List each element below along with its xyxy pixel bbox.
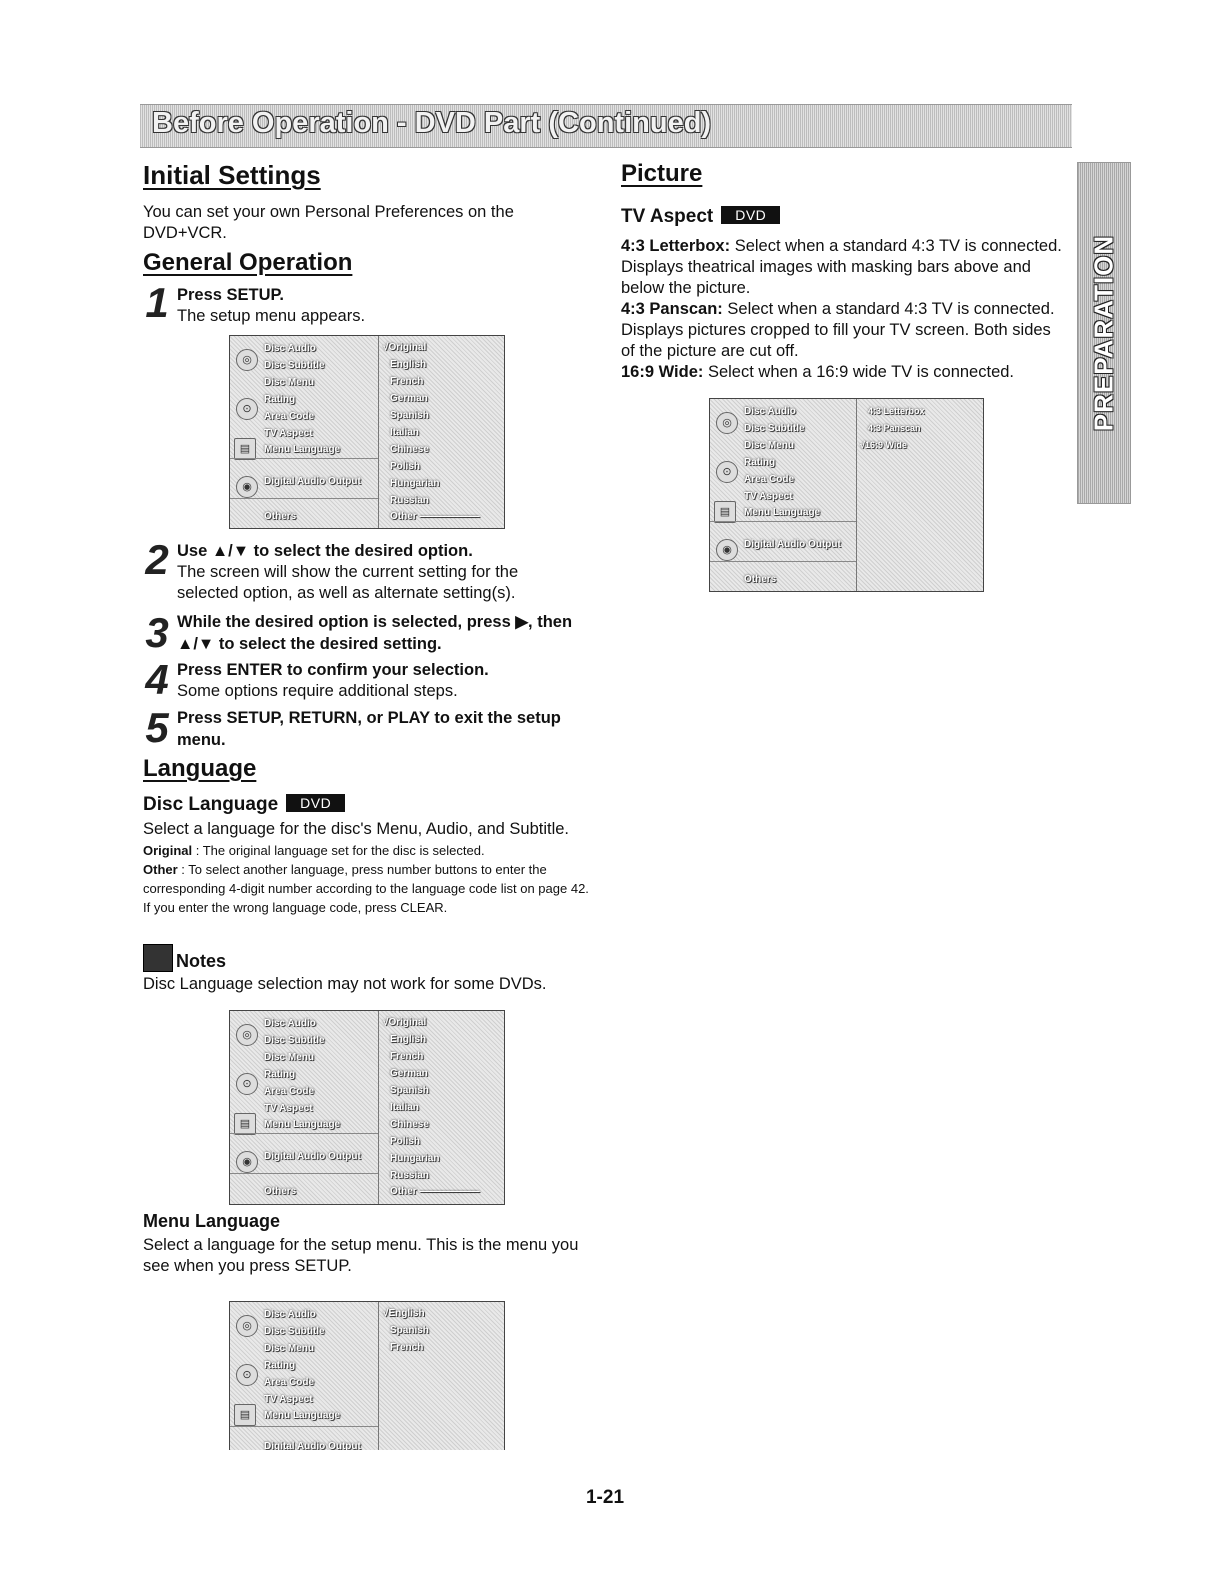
menu-item: TV Aspect bbox=[264, 428, 313, 439]
lock-icon: ⊙ bbox=[716, 461, 738, 483]
step-4-title: Press ENTER to confirm your selection. bbox=[177, 661, 489, 679]
side-tab bbox=[1077, 162, 1131, 504]
menu-option: French bbox=[390, 1342, 424, 1353]
step-5 bbox=[177, 707, 567, 751]
menu-option: Hungarian bbox=[390, 478, 440, 489]
step-4-number: 4 bbox=[145, 656, 169, 703]
step-3-number: 3 bbox=[145, 609, 169, 656]
menu-icon: ▤ bbox=[234, 1404, 256, 1426]
menu-item: Area Code bbox=[264, 411, 315, 422]
disc-icon: ◎ bbox=[236, 1315, 258, 1337]
menu-item: Disc Menu bbox=[264, 1343, 315, 1354]
menu-item: Rating bbox=[744, 457, 776, 468]
menu-option: Russian bbox=[390, 1170, 429, 1181]
menu-option: Polish bbox=[390, 461, 421, 472]
menu-option: French bbox=[390, 1051, 424, 1062]
menu-divider bbox=[230, 1173, 378, 1174]
step-2-number: 2 bbox=[145, 536, 169, 583]
page-banner bbox=[140, 104, 1072, 148]
menu-option: 4:3 Letterbox bbox=[868, 406, 925, 416]
menu-option: German bbox=[390, 393, 428, 404]
step-5-number: 5 bbox=[145, 704, 169, 751]
menu-item: Area Code bbox=[264, 1086, 315, 1097]
original-label: Original bbox=[143, 843, 193, 858]
original-note bbox=[143, 841, 595, 860]
menu-option: Spanish bbox=[390, 1325, 429, 1336]
letterbox-desc bbox=[621, 236, 1069, 299]
other-label: Other bbox=[143, 862, 178, 877]
notes-text: Disc Language selection may not work for some DVDs. bbox=[143, 975, 547, 993]
menu-item: Others bbox=[264, 511, 297, 522]
menu-item: Disc Audio bbox=[264, 343, 316, 354]
menu-option: German bbox=[390, 1068, 428, 1079]
menu-divider bbox=[230, 1133, 378, 1134]
menu-divider bbox=[230, 1426, 378, 1427]
menu-option: Spanish bbox=[390, 1085, 429, 1096]
menu-item: Others bbox=[744, 574, 777, 585]
menu-item: Digital Audio Output bbox=[264, 1441, 361, 1450]
tv-aspect-title: TV Aspect bbox=[621, 206, 714, 227]
menu-option: √English bbox=[383, 1308, 425, 1319]
menu-option: Spanish bbox=[390, 410, 429, 421]
disc-language-desc: Select a language for the disc's Menu, Audio, and Subtitle. bbox=[143, 820, 570, 838]
menu-icon: ▤ bbox=[234, 1113, 256, 1135]
banner-title: Before Operation - DVD Part (Continued) bbox=[152, 107, 712, 139]
menu-option: Polish bbox=[390, 1136, 421, 1147]
menu-option: Russian bbox=[390, 495, 429, 506]
menu-option: Hungarian bbox=[390, 1153, 440, 1164]
menu-item: Disc Subtitle bbox=[264, 360, 325, 371]
menu-item: Area Code bbox=[744, 474, 795, 485]
menu-item: Disc Audio bbox=[264, 1309, 316, 1320]
menu-item: Rating bbox=[264, 394, 296, 405]
menu-option: Italian bbox=[390, 1102, 419, 1113]
menu-item: Digital Audio Output bbox=[744, 539, 841, 550]
step-1-number: 1 bbox=[145, 279, 169, 326]
tv-aspect-desc bbox=[621, 236, 1069, 383]
menu-option: √Original bbox=[383, 1017, 427, 1028]
dvd-badge: DVD bbox=[721, 206, 780, 224]
speaker-icon: ◉ bbox=[716, 539, 738, 561]
notes-icon bbox=[143, 944, 173, 972]
menu-option: Chinese bbox=[390, 444, 429, 455]
initial-settings-title: Initial Settings bbox=[143, 160, 321, 190]
menu-option: Italian bbox=[390, 427, 419, 438]
step-2 bbox=[177, 540, 582, 604]
menu-item: TV Aspect bbox=[264, 1103, 313, 1114]
menu-item: Rating bbox=[264, 1360, 296, 1371]
menu-option: Other —————— bbox=[390, 1186, 480, 1197]
lock-icon: ⊙ bbox=[236, 1364, 258, 1386]
general-operation-title: General Operation bbox=[143, 249, 353, 276]
menu-item: Disc Menu bbox=[264, 377, 315, 388]
picture-title: Picture bbox=[621, 160, 703, 187]
step-1 bbox=[177, 284, 577, 327]
setup-menu-screenshot-3 bbox=[229, 1301, 505, 1450]
menu-item: Digital Audio Output bbox=[264, 1151, 361, 1162]
menu-icon: ▤ bbox=[234, 438, 256, 460]
menu-icon: ▤ bbox=[714, 501, 736, 523]
menu-item: Menu Language bbox=[264, 444, 341, 455]
disc-language-heading bbox=[143, 794, 345, 816]
menu-item: Disc Audio bbox=[264, 1018, 316, 1029]
step-2-body: The screen will show the current setting for the selected option, as well as alternate setting(s). bbox=[177, 563, 519, 602]
menu-language-title: Menu Language bbox=[143, 1211, 281, 1231]
disc-icon: ◎ bbox=[716, 412, 738, 434]
setup-menu-screenshot-1 bbox=[229, 335, 505, 529]
menu-item: Disc Menu bbox=[264, 1052, 315, 1063]
step-1-body: The setup menu appears. bbox=[177, 307, 366, 325]
menu-item: Rating bbox=[264, 1069, 296, 1080]
menu-option: English bbox=[390, 359, 427, 370]
menu-option: Other —————— bbox=[390, 511, 480, 522]
menu-option: √16:9 Wide bbox=[860, 440, 907, 450]
speaker-icon: ◉ bbox=[236, 476, 258, 498]
wide-desc bbox=[621, 362, 1069, 383]
lock-icon: ⊙ bbox=[236, 398, 258, 420]
step-1-title: Press SETUP. bbox=[177, 286, 285, 304]
step-4-body: Some options require additional steps. bbox=[177, 682, 458, 700]
menu-item: Menu Language bbox=[264, 1410, 341, 1421]
wide-text: Select when a 16:9 wide TV is connected. bbox=[703, 363, 1015, 381]
other-note bbox=[143, 860, 595, 917]
menu-item: Menu Language bbox=[264, 1119, 341, 1130]
disc-language-title: Disc Language bbox=[143, 794, 279, 815]
panscan-desc bbox=[621, 299, 1069, 362]
menu-item: Disc Menu bbox=[744, 440, 795, 451]
panscan-text: Select when a standard 4:3 TV is connected. Displays pictures cropped to fill your TV screen. Both sides of the picture are cut off. bbox=[621, 300, 1055, 360]
step-3-title: While the desired option is selected, press ▶, then ▲/▼ to select the desired setting. bbox=[177, 613, 573, 653]
menu-item: Menu Language bbox=[744, 507, 821, 518]
notes-title: Notes bbox=[176, 951, 227, 971]
menu-item: Digital Audio Output bbox=[264, 476, 361, 487]
step-3 bbox=[177, 611, 577, 655]
menu-item: TV Aspect bbox=[744, 491, 793, 502]
setup-menu-screenshot-2 bbox=[229, 1010, 505, 1205]
menu-divider bbox=[710, 561, 856, 562]
disc-icon: ◎ bbox=[236, 349, 258, 371]
speaker-icon: ◉ bbox=[236, 1151, 258, 1173]
menu-language-desc: Select a language for the setup menu. This is the menu you see when you press SETUP. bbox=[143, 1236, 579, 1275]
menu-option: English bbox=[390, 1034, 427, 1045]
disc-language-details bbox=[143, 841, 595, 917]
wide-label: 16:9 Wide: bbox=[621, 363, 704, 381]
side-tab-label: PREPARATION bbox=[1088, 234, 1119, 432]
menu-divider bbox=[230, 498, 378, 499]
letterbox-text: Select when a standard 4:3 TV is connected. Displays theatrical images with masking bars above and below the picture. bbox=[621, 237, 1062, 297]
menu-divider bbox=[710, 521, 856, 522]
menu-item: Disc Subtitle bbox=[264, 1035, 325, 1046]
menu-item: Disc Subtitle bbox=[744, 423, 805, 434]
menu-option: French bbox=[390, 376, 424, 387]
other-text: : To select another language, press number buttons to enter the corresponding 4-digit number according to the language code list on page 42. If you enter the wrong language code, press CLEAR. bbox=[143, 862, 589, 915]
menu-item: Area Code bbox=[264, 1377, 315, 1388]
original-text: : The original language set for the disc is selected. bbox=[192, 843, 485, 858]
menu-item: Others bbox=[264, 1186, 297, 1197]
menu-option: 4:3 Panscan bbox=[868, 423, 921, 433]
step-5-title: Press SETUP, RETURN, or PLAY to exit the setup menu. bbox=[177, 709, 561, 749]
letterbox-label: 4:3 Letterbox: bbox=[621, 237, 731, 255]
menu-item: Disc Audio bbox=[744, 406, 796, 417]
step-4 bbox=[177, 659, 577, 702]
disc-icon: ◎ bbox=[236, 1024, 258, 1046]
initial-settings-intro: You can set your own Personal Preferences on the DVD+VCR. bbox=[143, 203, 514, 242]
language-title: Language bbox=[143, 755, 257, 782]
menu-item: TV Aspect bbox=[264, 1394, 313, 1405]
menu-option: √Original bbox=[383, 342, 427, 353]
step-2-title: Use ▲/▼ to select the desired option. bbox=[177, 542, 473, 560]
tv-aspect-heading bbox=[621, 206, 780, 228]
menu-divider bbox=[230, 458, 378, 459]
notes-heading bbox=[143, 944, 226, 972]
menu-item: Disc Subtitle bbox=[264, 1326, 325, 1337]
menu-option: Chinese bbox=[390, 1119, 429, 1130]
panscan-label: 4:3 Panscan: bbox=[621, 300, 723, 318]
lock-icon: ⊙ bbox=[236, 1073, 258, 1095]
page-number: 1-21 bbox=[585, 1487, 625, 1508]
setup-menu-screenshot-4 bbox=[709, 398, 984, 592]
dvd-badge: DVD bbox=[286, 794, 345, 812]
